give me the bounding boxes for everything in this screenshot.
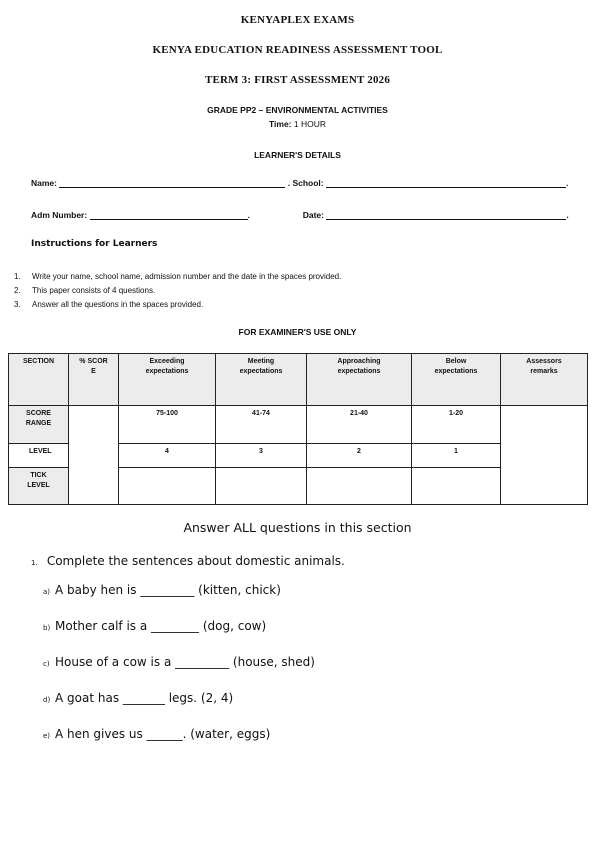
header-meeting: Meeting expectations: [216, 354, 307, 406]
level-4: 4: [119, 444, 216, 468]
assessment-tool-title: KENYA EDUCATION READINESS ASSESSMENT TOOL: [152, 44, 443, 56]
question-number: 1.: [31, 559, 38, 567]
question-part-b: b) Mother calf is a ________ (dog, cow): [43, 619, 267, 633]
name-label: Name:: [31, 178, 57, 188]
tick-level-label: TICK LEVEL: [9, 468, 69, 505]
time-value: 1 HOUR: [293, 119, 327, 129]
question-part-e: e) A hen gives us ______. (water, eggs): [43, 727, 271, 741]
score-range-row: [9, 406, 588, 444]
score-cell[interactable]: [69, 406, 119, 505]
school-label: . School:: [287, 178, 324, 188]
tick-meeting[interactable]: [216, 468, 307, 505]
term-title: TERM 3: FIRST ASSESSMENT 2026: [204, 74, 391, 86]
instructions-list: [14, 270, 341, 312]
date-field[interactable]: [326, 210, 569, 220]
question-part-a: a) A baby hen is _________ (kitten, chick): [43, 583, 281, 597]
date-label: Date:: [302, 210, 324, 220]
level-3: 3: [216, 444, 307, 468]
instructions-title: Instructions for Learners: [31, 239, 158, 249]
table-header-row: [9, 354, 588, 406]
adm-date-row: [31, 210, 571, 220]
learner-details-title: LEARNER'S DETAILS: [254, 150, 341, 160]
adm-field[interactable]: [90, 210, 248, 220]
header-approaching: Approaching expectations: [307, 354, 412, 406]
school-end-dot: .: [566, 178, 569, 188]
name-field[interactable]: [59, 178, 285, 188]
header-score: % SCOR E: [69, 354, 119, 406]
level-label: LEVEL: [9, 444, 69, 468]
instruction-item: 2. This paper consists of 4 questions.: [14, 286, 156, 295]
examiner-table: [8, 353, 588, 505]
score-range-label: SCORE RANGE: [9, 406, 69, 444]
tick-below[interactable]: [412, 468, 501, 505]
header-exceeding: Exceeding expectations: [119, 354, 216, 406]
exam-org: KENYAPLEX EXAMS: [240, 14, 355, 26]
header-section: SECTION: [9, 354, 69, 406]
question-part-c: c) House of a cow is a _________ (house, shed): [43, 655, 315, 669]
time-label: Time:: [268, 119, 292, 129]
adm-end-dot: .: [247, 210, 250, 220]
instruction-item: 3. Answer all the questions in the spaces provided.: [14, 300, 204, 309]
tick-approaching[interactable]: [307, 468, 412, 505]
range-meeting: 41-74: [216, 406, 307, 444]
level-2: 2: [307, 444, 412, 468]
grade-subject: GRADE PP2 – ENVIRONMENTAL ACTIVITIES: [207, 105, 388, 115]
question-1: [31, 554, 345, 568]
time-line: [0, 119, 595, 129]
date-end-dot: .: [566, 210, 569, 220]
range-below: 1-20: [412, 406, 501, 444]
range-exceeding: 75-100: [119, 406, 216, 444]
instruction-item: 1. Write your name, school name, admission number and the date in the spaces provided.: [14, 272, 342, 281]
tick-exceeding[interactable]: [119, 468, 216, 505]
header-remarks: Assessors remarks: [501, 354, 588, 406]
question-part-d: d) A goat has _______ legs. (2, 4): [43, 691, 234, 705]
section-title: Answer ALL questions in this section: [183, 520, 412, 535]
header-below: Below expectations: [412, 354, 501, 406]
level-1: 1: [412, 444, 501, 468]
question-text: Complete the sentences about domestic animals.: [46, 554, 345, 568]
remarks-cell[interactable]: [501, 406, 588, 505]
school-field[interactable]: [326, 178, 569, 188]
name-school-row: [31, 178, 571, 188]
examiner-use-title: FOR EXAMINER'S USE ONLY: [238, 327, 357, 337]
range-approaching: 21-40: [307, 406, 412, 444]
adm-label: Adm Number:: [31, 210, 88, 220]
